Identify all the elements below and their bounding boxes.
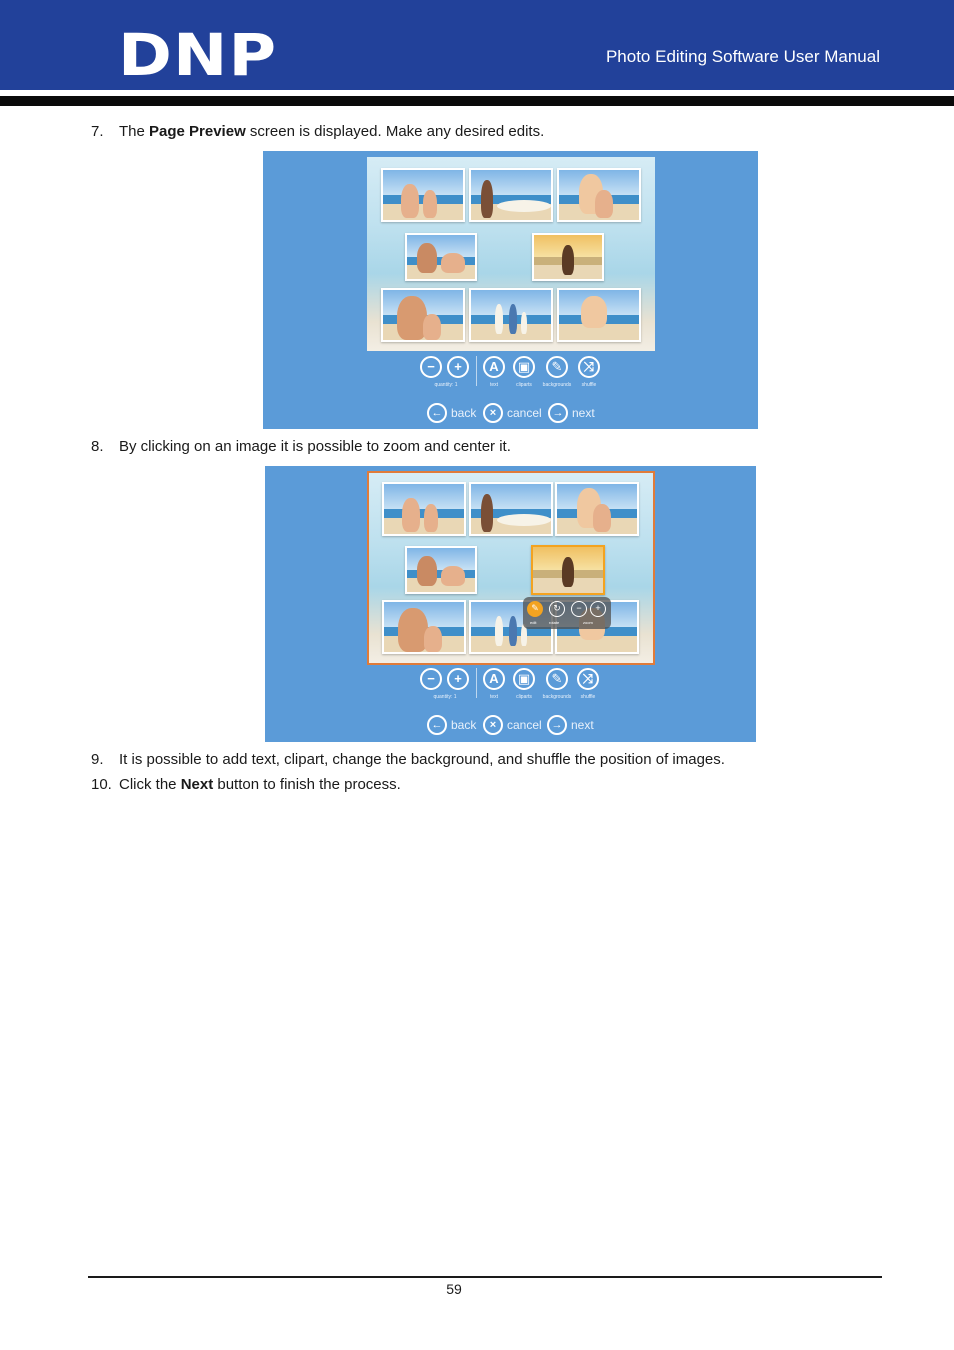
step-number: 8. [91, 438, 104, 455]
close-icon: × [483, 403, 503, 423]
minus-icon: − [427, 671, 435, 686]
clipart-icon: ▣ [517, 671, 531, 686]
edit-toolbar [263, 356, 758, 396]
quantity-label: quantity: 1 [433, 694, 457, 700]
next-label: next [572, 406, 595, 420]
photo-father-son[interactable] [382, 600, 466, 654]
photo-kids-beach[interactable] [382, 482, 466, 536]
quantity-label: quantity: 1 [434, 382, 458, 388]
collage-page[interactable] [367, 157, 655, 351]
edit-button[interactable] [527, 601, 543, 617]
next-button[interactable] [548, 402, 595, 424]
page-number: 59 [446, 1281, 462, 1297]
step-text-post: screen is displayed. Make any desired edits. [245, 123, 545, 140]
zoom-center-screenshot [265, 466, 756, 742]
arrow-left-icon: ← [427, 715, 447, 735]
arrow-right-icon: → [547, 715, 567, 735]
text-label: text [489, 382, 499, 388]
step-text-bold: Page Preview [149, 123, 246, 140]
zoom-out-button[interactable] [571, 601, 587, 617]
photo-family-walk[interactable] [469, 288, 553, 342]
page-preview-screenshot [263, 151, 758, 429]
nav-bar [263, 402, 758, 426]
next-button[interactable] [547, 714, 594, 736]
shuffle-icon: ⤨ [582, 671, 594, 686]
arrow-left-icon: ← [427, 403, 447, 423]
header-rule [0, 96, 954, 106]
photo-kids-beach[interactable] [381, 168, 465, 222]
manual-title: Photo Editing Software User Manual [605, 47, 880, 66]
rotate-label: rotate [549, 620, 560, 625]
step-7 [91, 122, 544, 142]
cancel-label: cancel [507, 718, 542, 732]
text-button[interactable] [483, 356, 505, 378]
zoom-out-icon: − [576, 603, 582, 613]
quantity-minus-button[interactable] [420, 668, 442, 690]
cliparts-label: cliparts [516, 694, 532, 700]
shuffle-icon: ⤨ [583, 359, 595, 374]
backgrounds-label: backgrounds [542, 382, 572, 388]
photo-surfboard[interactable] [469, 482, 553, 536]
footer-rule [88, 1276, 882, 1278]
step-text: It is possible to add text, clipart, change the background, and shuffle the position of images. [119, 751, 725, 768]
clipart-icon: ▣ [517, 359, 531, 374]
cliparts-button[interactable] [513, 356, 535, 378]
back-button[interactable] [427, 402, 476, 424]
shuffle-label: shuffle [581, 382, 597, 388]
step-text: By clicking on an image it is possible to zoom and center it. [119, 438, 511, 455]
zoom-in-button[interactable] [590, 601, 606, 617]
photo-sunset-arms-selected[interactable] [531, 545, 605, 595]
quantity-plus-button[interactable] [447, 356, 469, 378]
edit-toolbar [265, 668, 756, 708]
step-10 [91, 775, 401, 795]
backgrounds-button[interactable] [546, 356, 568, 378]
brush-icon: ✎ [551, 359, 563, 374]
close-icon: × [483, 715, 503, 735]
cancel-label: cancel [507, 406, 542, 420]
collage-page-selected[interactable] [369, 473, 653, 663]
back-label: back [451, 718, 477, 732]
step-text-pre: Click the [119, 776, 181, 793]
text-label: text [489, 694, 499, 700]
nav-bar [265, 714, 756, 738]
photo-family-sand[interactable] [405, 546, 477, 594]
cliparts-button[interactable] [513, 668, 535, 690]
backgrounds-label: backgrounds [542, 694, 572, 700]
step-number: 10. [91, 776, 112, 793]
text-icon: A [489, 359, 499, 374]
step-text-pre: The [119, 123, 150, 140]
plus-icon: + [454, 359, 462, 374]
step-text-post: button to finish the process. [213, 776, 401, 793]
step-number: 7. [91, 123, 104, 140]
photo-family-sand[interactable] [405, 233, 477, 281]
zoom-label: zoom [583, 620, 593, 625]
cancel-button[interactable] [483, 714, 542, 736]
cliparts-label: cliparts [516, 382, 532, 388]
quantity-minus-button[interactable] [420, 356, 442, 378]
photo-sunset-arms[interactable] [532, 233, 604, 281]
step-8 [91, 437, 511, 457]
shuffle-button[interactable] [577, 668, 599, 690]
rotate-icon: ↻ [553, 603, 561, 613]
zoom-in-icon: + [595, 603, 601, 613]
photo-mother-child[interactable] [555, 482, 639, 536]
minus-icon: − [427, 359, 435, 374]
brush-icon: ✎ [551, 671, 563, 686]
photo-father-son[interactable] [381, 288, 465, 342]
shuffle-button[interactable] [578, 356, 600, 378]
back-label: back [451, 406, 477, 420]
rotate-button[interactable] [549, 601, 565, 617]
plus-icon: + [454, 671, 462, 686]
quantity-plus-button[interactable] [447, 668, 469, 690]
cancel-button[interactable] [483, 402, 542, 424]
page-header [0, 0, 954, 90]
photo-girl-smile[interactable] [557, 288, 641, 342]
next-label: next [571, 718, 594, 732]
arrow-right-icon: → [548, 403, 568, 423]
image-action-popup [523, 597, 611, 629]
edit-label: edit [530, 620, 537, 625]
pencil-icon: ✎ [531, 603, 539, 613]
photo-mother-child[interactable] [557, 168, 641, 222]
text-button[interactable] [483, 668, 505, 690]
text-icon: A [489, 671, 499, 686]
back-button[interactable] [427, 714, 476, 736]
step-9 [91, 750, 725, 770]
shuffle-label: shuffle [580, 694, 596, 700]
backgrounds-button[interactable] [546, 668, 568, 690]
step-text-bold: Next [180, 776, 214, 793]
step-number: 9. [91, 751, 104, 768]
photo-surfboard[interactable] [469, 168, 553, 222]
dnp-logo: DNP [118, 21, 278, 89]
